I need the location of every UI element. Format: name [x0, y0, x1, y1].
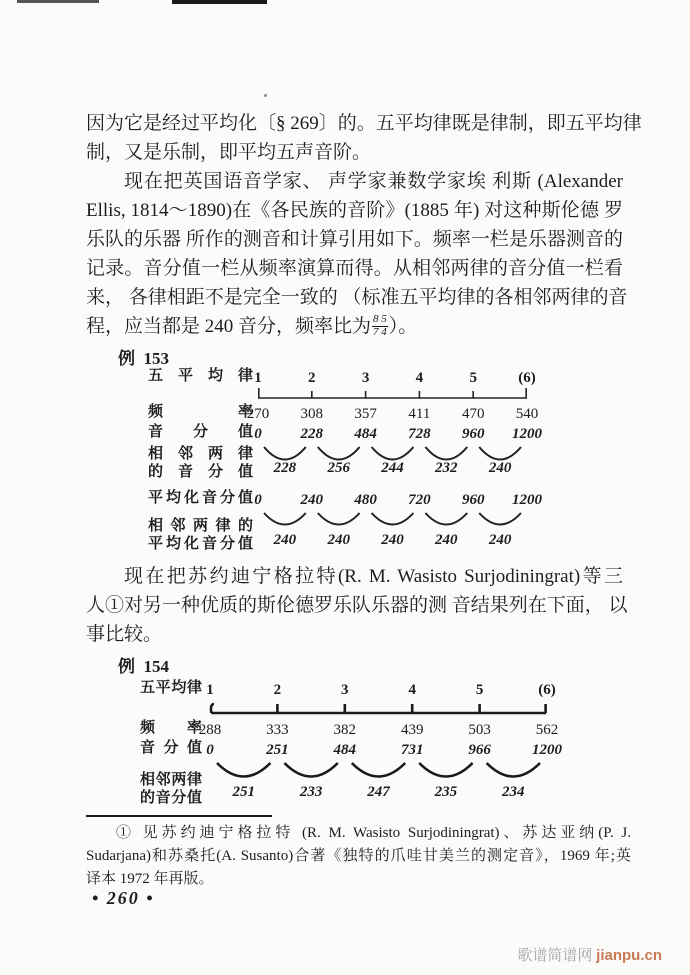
ex154-cents-value: 0 [206, 742, 214, 758]
paragraph-line: Ellis, 1814～1890)在《各民族的音阶》(1885 年) 对这种斯伦德 罗 [86, 200, 623, 221]
ex154-adjacent-cents-value: 233 [299, 784, 323, 800]
paragraph-line: 因为它是经过平均化〔§ 269〕的。五平均律既是律制，即五平均律 [86, 113, 642, 134]
ex153-averaged-cents-row [254, 490, 542, 510]
page-number: • 260 • [92, 888, 155, 908]
ex154-frequency-value: 333 [266, 722, 289, 738]
ex153-frequency-value: 308 [300, 406, 324, 422]
ex153-adjacent-averaged-value: 240 [488, 532, 512, 548]
footnote-line: ① 见苏约迪宁格拉特 (R. M. Wasisto Surjodiningrat)、苏达亚纳(P. J. [116, 825, 631, 841]
ex153-label-scale: 五平均律 [148, 368, 253, 384]
ex153-cents-value: 728 [408, 426, 431, 442]
ex153-adjacent-cents-value: 228 [273, 460, 297, 476]
ex154-frequency-value: 562 [535, 722, 559, 738]
ex154-label-adjacent-cents-2: 的音分值 [140, 790, 202, 806]
ex153-scale-value: 3 [361, 370, 370, 386]
paragraph-line-with-fraction [86, 312, 623, 341]
ex153-label-cents: 音分值 [148, 424, 253, 440]
ex154-cents-value: 251 [266, 742, 289, 758]
fraction-numerator: 8 5 [373, 313, 387, 326]
body-text [86, 109, 642, 341]
scan-speck [264, 94, 267, 97]
ex154-frequency-value: 288 [198, 722, 222, 738]
example-154-diagram [140, 680, 580, 810]
ex153-frequency-value: 357 [354, 406, 377, 422]
scan-artifact-bar [172, 0, 267, 4]
ex153-scale-value: 5 [469, 370, 477, 386]
ex153-label-adjacent-averaged-1: 相邻两律的 [148, 518, 253, 534]
example-154-caption: 例 154 [118, 657, 169, 676]
ex154-adjacent-cents-value: 247 [367, 784, 390, 800]
ex153-frequency-row [246, 404, 539, 424]
paragraph-line: 事比较。 [86, 624, 163, 645]
ex154-scale-value: 1 [206, 682, 214, 698]
ex153-adjacent-cents-value: 244 [381, 460, 404, 476]
footnote-line: 译本 1972 年再版。 [86, 871, 214, 887]
ex154-cents-value: 484 [333, 742, 357, 758]
ex154-scale-row [206, 680, 556, 700]
ex153-cents-value: 960 [461, 426, 485, 442]
fraction-denominator: 7 4 [373, 326, 387, 338]
ex154-frequency-row [198, 720, 559, 740]
ex153-averaged-cents-value: 960 [461, 492, 485, 508]
footnote [86, 822, 631, 891]
ex154-frequency-value: 503 [468, 722, 491, 738]
ex153-label-adjacent-cents-1: 相邻两律 [148, 446, 253, 462]
ex153-adjacent-cents-value: 256 [327, 460, 350, 476]
ex154-scale-axis-line [210, 702, 547, 718]
ex153-adjacent-averaged-row [258, 530, 527, 550]
ex154-cents-value: 966 [468, 742, 491, 758]
ex153-scale-row [254, 368, 536, 388]
ex153-adjacent-averaged-value: 240 [327, 532, 350, 548]
ex154-frequency-value: 439 [400, 722, 424, 738]
ex154-label-cents: 音分值 [140, 740, 202, 756]
ex153-frequency-value: 470 [461, 406, 485, 422]
ex153-adjacent-cents-row [258, 458, 527, 478]
watermark-site-name: 歌谱简谱网 [517, 948, 593, 964]
ex153-averaged-cents-value: 240 [300, 492, 324, 508]
ex153-averaged-cents-value: 720 [408, 492, 431, 508]
ex154-label-frequency: 频率 [140, 720, 202, 736]
example-153-caption: 例 153 [118, 349, 169, 368]
ex154-cents-value: 731 [400, 742, 424, 758]
footnote-separator [86, 815, 272, 817]
ex154-scale-value: 4 [408, 682, 416, 698]
ex153-scale-value: 4 [415, 370, 424, 386]
footnote-line: Sudarjana)和苏桑托(A. Susanto)合著《独特的爪哇甘美兰的测定音》，1969 年;英 [86, 848, 631, 864]
paragraph-line: 制，又是乐制，即平均五声音阶。 [86, 142, 372, 163]
ex153-frequency-value: 411 [408, 406, 431, 422]
ex153-adjacent-averaged-value: 240 [435, 532, 458, 548]
ex153-cents-value: 228 [300, 426, 324, 442]
ex153-scale-value: 1 [254, 370, 262, 386]
ex153-frequency-value: 540 [515, 406, 539, 422]
ex153-averaged-cents-value: 480 [354, 492, 377, 508]
ex153-cents-row [254, 424, 542, 444]
ex154-scale-value: (6) [538, 682, 556, 698]
ex153-scale-axis-line [258, 388, 527, 402]
ex154-label-scale: 五平均律 [140, 680, 202, 696]
ex154-adjacent-cents-value: 234 [502, 784, 525, 800]
ex154-adjacent-cents-value: 251 [232, 784, 255, 800]
paragraph-line: 乐队的乐器 所作的测音和计算引用如下。频率一栏是乐器测音的 [86, 229, 623, 250]
ex153-adjacent-averaged-value: 240 [381, 532, 404, 548]
ex153-label-adjacent-cents-2: 的音分值 [148, 464, 253, 480]
ex153-cents-value: 484 [354, 426, 377, 442]
ex153-adjacent-cents-value: 232 [435, 460, 458, 476]
paragraph-line: 现在把苏约迪宁格拉特(R. M. Wasisto Surjodiningrat)等三 [124, 566, 623, 587]
fraction-suffix-text: ）。 [388, 316, 418, 337]
ex153-adjacent-cents-value: 240 [488, 460, 512, 476]
ex153-frequency-value: 270 [246, 406, 270, 422]
ex154-adjacent-cents-row [210, 782, 547, 802]
paragraph-line: 记录。音分值一栏从频率演算而得。从相邻两律的音分值一栏看 [86, 258, 623, 279]
ex153-cents-value: 1200 [512, 426, 542, 442]
ex153-label-adjacent-averaged-2: 平均化音分值 [148, 536, 253, 552]
ex154-adjacent-cents-value: 235 [434, 784, 458, 800]
example-153-diagram [148, 368, 568, 558]
ex154-frequency-value: 382 [333, 722, 357, 738]
paragraph-line: 人①对另一种优质的斯伦德罗乐队乐器的测 音结果列在下面， 以 [86, 595, 628, 616]
ex154-label-adjacent-cents-1: 相邻两律 [140, 772, 202, 788]
ex154-cents-row [206, 740, 562, 760]
ex153-cents-value: 0 [254, 426, 262, 442]
ex154-scale-value: 5 [475, 682, 484, 698]
ex153-adjacent-averaged-value: 240 [273, 532, 297, 548]
paragraph-line: 来， 各律相距不是完全一致的 （标准五平均律的各相邻两律的音 [86, 287, 628, 308]
ex154-scale-value: 2 [273, 682, 282, 698]
ex154-scale-value: 3 [341, 682, 349, 698]
scan-artifact-bar [17, 0, 99, 3]
watermark-site-url: jianpu.cn [596, 947, 662, 964]
frequency-ratio-fraction [372, 314, 388, 338]
ex153-label-averaged-cents: 平均化音分值 [148, 490, 253, 506]
ex153-averaged-cents-value: 1200 [512, 492, 542, 508]
ex153-scale-value: 2 [308, 370, 316, 386]
fraction-prefix-text: 程，应当都是 240 音分，频率比为 [86, 316, 372, 337]
watermark [517, 944, 662, 965]
paragraph-line: 现在把英国语音学家、 声学家兼数学家埃 利斯 (Alexander [124, 171, 623, 192]
ex153-scale-value: (6) [518, 370, 536, 386]
body-text-2 [86, 562, 628, 649]
ex154-cents-value: 1200 [532, 742, 562, 758]
ex153-label-frequency: 频率 [148, 404, 253, 420]
ex153-averaged-cents-value: 0 [254, 492, 262, 508]
